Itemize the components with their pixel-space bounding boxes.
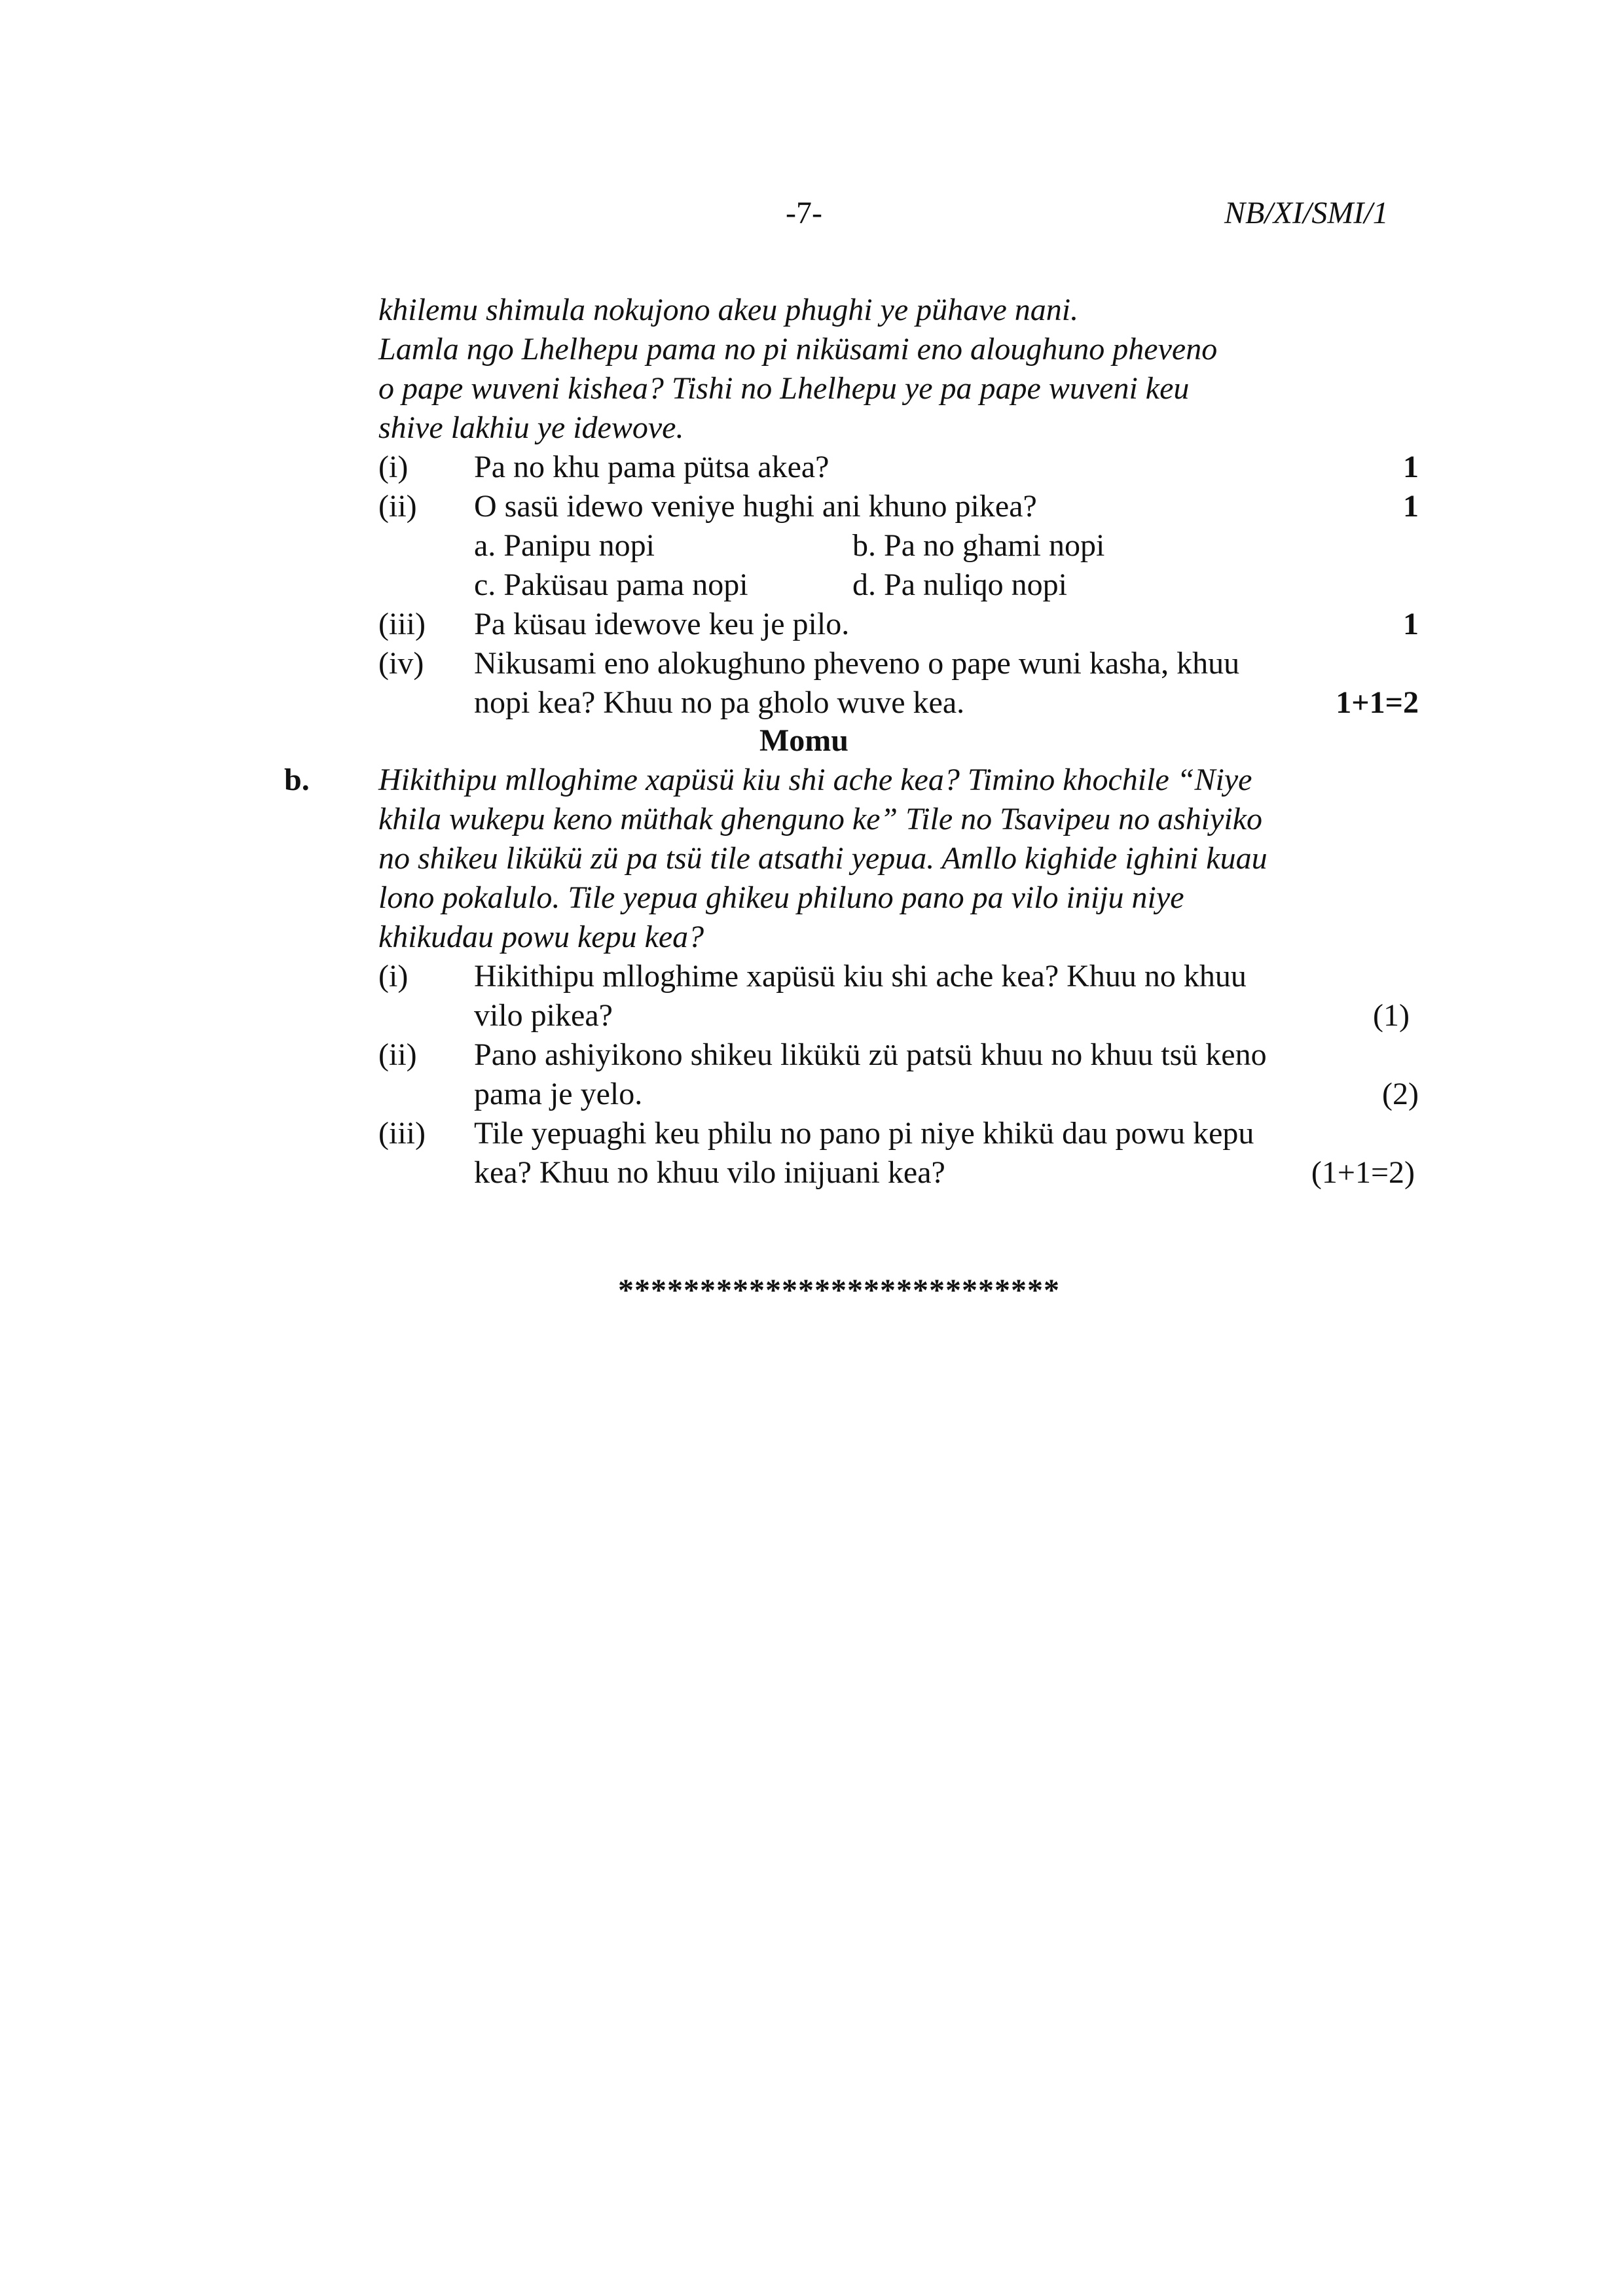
question-number: (iii) bbox=[378, 607, 426, 641]
passage-a-line-1: khilemu shimula nokujono akeu phughi ye pühave nani. bbox=[378, 293, 1079, 327]
passage-a-line-4: shive lakhiu ye idewove. bbox=[378, 410, 684, 445]
option-a: a. Panipu nopi bbox=[474, 528, 655, 563]
option-b: b. Pa no ghami nopi bbox=[852, 528, 1105, 563]
passage-a-line-2: Lamla ngo Lhelhepu pama no pi niküsami eno aloughuno pheveno bbox=[378, 332, 1218, 367]
paper-code: NB/XI/SMI/1 bbox=[1224, 196, 1389, 230]
question-number: (ii) bbox=[378, 489, 417, 524]
question-number: (i) bbox=[378, 450, 409, 484]
question-number: (iv) bbox=[378, 646, 424, 681]
question-text: Tile yepuaghi keu philu no pano pi niye khikü dau powu kepu bbox=[474, 1116, 1254, 1151]
question-marks: (1+1=2) bbox=[1311, 1155, 1415, 1190]
question-text: kea? Khuu no khuu vilo inijuani kea? bbox=[474, 1155, 945, 1190]
question-text: pama je yelo. bbox=[474, 1077, 643, 1111]
section-divider-heading: Momu bbox=[759, 723, 848, 758]
question-text: Pano ashiyikono shikeu likükü zü patsü khuu no khuu tsü keno bbox=[474, 1037, 1267, 1072]
passage-b-line-2: khila wukepu keno müthak ghenguno ke” Tile no Tsavipeu no ashiyiko bbox=[378, 802, 1263, 836]
question-marks: 1+1=2 bbox=[1336, 685, 1419, 720]
question-marks: (1) bbox=[1373, 998, 1410, 1033]
passage-a-line-3: o pape wuveni kishea? Tishi no Lhelhepu ye pa pape wuveni keu bbox=[378, 371, 1190, 406]
question-text: O sasü idewo veniye hughi ani khuno pikea? bbox=[474, 489, 1037, 524]
question-text: Pa küsau idewove keu je pilo. bbox=[474, 607, 850, 641]
passage-b-line-3: no shikeu likükü zü pa tsü tile atsathi yepua. Amllo kighide ighini kuau bbox=[378, 841, 1267, 876]
question-number: (iii) bbox=[378, 1116, 426, 1151]
question-text: nopi kea? Khuu no pa gholo wuve kea. bbox=[474, 685, 965, 720]
question-number: (ii) bbox=[378, 1037, 417, 1072]
section-label: b. bbox=[284, 762, 310, 797]
question-text: Hikithipu mlloghime xapüsü kiu shi ache kea? Khuu no khuu bbox=[474, 959, 1247, 994]
question-marks: 1 bbox=[1403, 607, 1419, 641]
question-number: (i) bbox=[378, 959, 409, 994]
passage-b-line-1: Hikithipu mlloghime xapüsü kiu shi ache kea? Timino khochile “Niye bbox=[378, 762, 1252, 797]
passage-b-line-4: lono pokalulo. Tile yepua ghikeu philuno pano pa vilo iniju niye bbox=[378, 880, 1184, 915]
question-text: Pa no khu pama pütsa akea? bbox=[474, 450, 830, 484]
question-marks: 1 bbox=[1403, 489, 1419, 524]
passage-b-line-5: khikudau powu kepu kea? bbox=[378, 920, 704, 954]
question-marks: 1 bbox=[1403, 450, 1419, 484]
end-of-paper-stars: *************************** bbox=[618, 1273, 1060, 1308]
page-number: -7- bbox=[786, 196, 822, 230]
option-c: c. Paküsau pama nopi bbox=[474, 567, 748, 602]
question-text: vilo pikea? bbox=[474, 998, 613, 1033]
option-d: d. Pa nuliqo nopi bbox=[852, 567, 1068, 602]
question-text: Nikusami eno alokughuno pheveno o pape wuni kasha, khuu bbox=[474, 646, 1240, 681]
question-marks: (2) bbox=[1382, 1077, 1419, 1111]
